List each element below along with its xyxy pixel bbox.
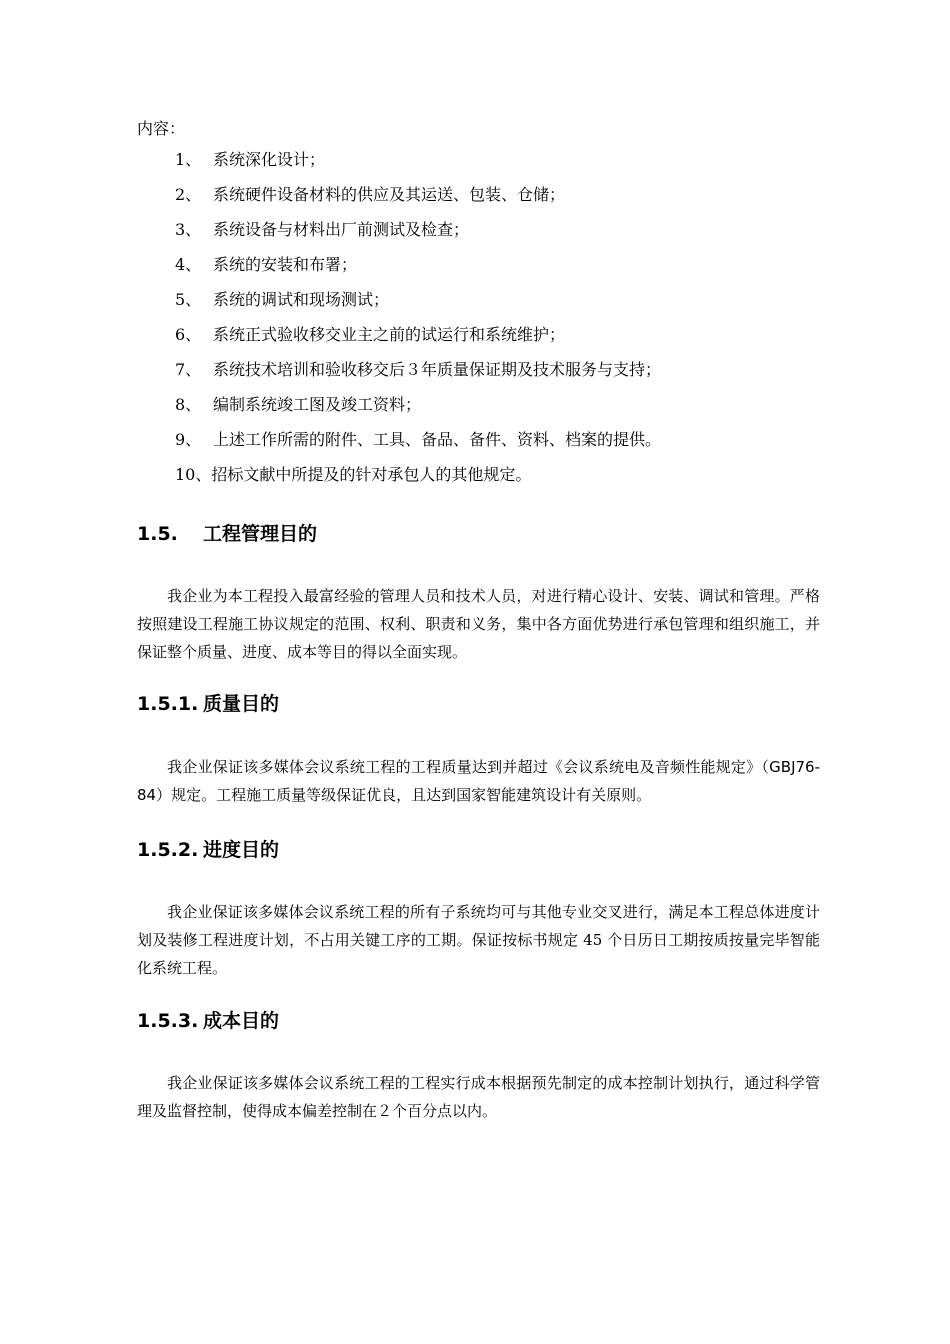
list-item-text: 招标文献中所提及的针对承包人的其他规定。 <box>211 465 532 484</box>
list-item <box>175 393 815 428</box>
list-item-number: 4、 <box>175 255 202 274</box>
list-item-number: 3、 <box>175 220 202 239</box>
list-item-text: 系统硬件设备材料的供应及其运送、包装、仓储； <box>213 185 566 204</box>
list-item-text: 系统设备与材料出厂前测试及检查； <box>213 220 470 239</box>
section-heading-schedule <box>137 836 279 864</box>
list-item <box>175 183 815 218</box>
list-item <box>175 323 815 358</box>
list-item-number: 10、 <box>175 465 212 484</box>
list-item-number: 1、 <box>175 150 202 169</box>
section-heading-mgmt <box>137 520 317 548</box>
list-item-text: 系统的调试和现场测试； <box>213 290 390 309</box>
intro-label: 内容： <box>137 119 186 138</box>
list-item-number: 2、 <box>175 185 202 204</box>
section-title: 成本目的 <box>203 1010 280 1032</box>
list-item <box>175 253 815 288</box>
list-item-number: 6、 <box>175 325 202 344</box>
section-body-schedule: 我企业保证该多媒体会议系统工程的所有子系统均可与其他专业交叉进行，满足本工程总体进度计划及装修工程进度计划，不占用关键工序的工期。保证按标书规定 45 个日历日工期按质按量完毕智能化系统工程。 <box>137 903 820 977</box>
section-body-cost: 我企业保证该多媒体会议系统工程的工程实行成本根据预先制定的成本控制计划执行，通过科学管理及监督控制，使得成本偏差控制在２个百分点以内。 <box>137 1074 820 1120</box>
list-item-number: 8、 <box>175 395 202 414</box>
section-heading-quality <box>137 690 279 718</box>
list-item-text: 系统正式验收移交业主之前的试运行和系统维护； <box>213 325 566 344</box>
list-item-text: 系统的安装和布署； <box>213 255 358 274</box>
body-text: 我企业保证该多媒体会议系统工程的工程质量达到并超过《会议系统电及音频性能规定》（ <box>167 758 770 776</box>
list-item <box>175 218 815 253</box>
list-item <box>175 428 815 463</box>
list-item <box>175 358 815 393</box>
list-item <box>175 288 815 323</box>
list-item-text: 系统深化设计； <box>213 150 326 169</box>
section-title: 质量目的 <box>203 693 280 715</box>
section-body-mgmt: 我企业为本工程投入最富经验的管理人员和技术人员，对进行精心设计、安装、调试和管理。严格按照建设工程施工协议规定的范围、权利、职责和义务，集中各方面优势进行承包管理和组织施工，并保证整个质量、进度、成本等目的得以全面实现。 <box>137 587 820 661</box>
section-title: 进度目的 <box>203 839 280 861</box>
list-item-number: 5、 <box>175 290 202 309</box>
section-title: 工程管理目的 <box>203 523 318 545</box>
list-item-text: 上述工作所需的附件、工具、备品、备件、资料、档案的提供。 <box>213 430 662 449</box>
list-item <box>175 463 815 498</box>
list-item-number: 9、 <box>175 430 202 449</box>
list-item-number: 7、 <box>175 360 202 379</box>
section-number: 1.5. <box>137 523 178 545</box>
list-item-text: 编制系统竣工图及竣工资料； <box>213 395 422 414</box>
section-number: 1.5.2. <box>137 839 199 861</box>
section-number: 1.5.3. <box>137 1010 199 1032</box>
standard-code: GBJ76-84 <box>137 758 820 804</box>
scope-list <box>175 148 815 498</box>
section-heading-cost <box>137 1007 279 1035</box>
list-item <box>175 148 815 183</box>
section-body-quality <box>137 753 820 809</box>
body-text: ）规定。工程施工质量等级保证优良，且达到国家智能建筑设计有关原则。 <box>156 786 652 804</box>
section-number: 1.5.1. <box>137 693 199 715</box>
list-item-text: 系统技术培训和验收移交后３年质量保证期及技术服务与支持； <box>213 360 662 379</box>
